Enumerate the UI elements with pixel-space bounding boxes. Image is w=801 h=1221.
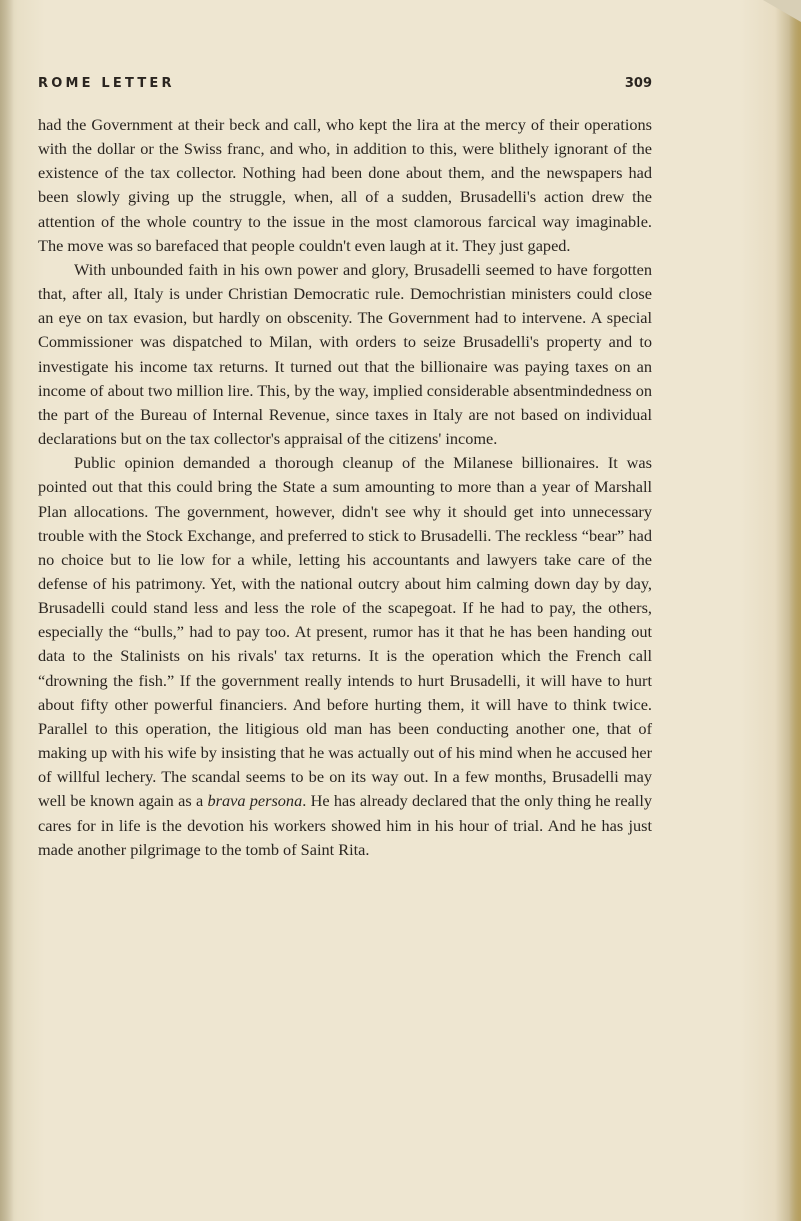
page-edge [789,0,801,1221]
paragraph-3 [38,451,652,862]
corner-fold [763,0,801,22]
paragraph-1: had the Government at their beck and call, who kept the lira at the mercy of their operations with the dollar or the Swiss franc, and who, in addition to this, were blithely ignorant of the existence of the tax collector. Nothing had been done about them, and the newspapers had been slowly giving up the struggle, when, all of a sudden, Brusadelli's action drew the attention of the whole country to the issue in the most clamorous farcical way imaginable. The move was so barefaced that people couldn't even laugh at it. They just gaped. [38,115,652,255]
binding-shadow [0,0,14,1221]
paragraph-3-text-before-italic: Public opinion demanded a thorough cleanup of the Milanese billionaires. It was pointed out that this could bring the State a sum amounting to more than a year of Marshall Plan allocations. The government, however, didn't see why it should get into unnecessary trouble with the Stock Exchange, and preferred to stick to Brusadelli. The reckless “bear” had no choice but to lie low for a while, letting his accountants and lawyers take care of the defense of his patrimony. Yet, with the national outcry about him calming down day by day, Brusadelli could stand less and less the role of the scapegoat. If he had to pay, the others, especially the “bulls,” had to pay too. At present, rumor has it that he has been handing out data to the Stalinists on his rivals' tax returns. It is the operation which the French call “drowning the fish.” If the government really intends to hurt Brusadelli, it will have to hurt about fifty other powerful financiers. And before hurting them, it will have to think twice. Parallel to this operation, the litigious old man has been conducting another one, that of making up with his wife by insisting that he was actually out of his mind when he accused her of willful lechery. The scandal seems to be on its way out. In a few months, Brusadelli may well be known again as a [38,453,652,811]
paragraph-2: With unbounded faith in his own power and glory, Brusadelli seemed to have forgotten that, after all, Italy is under Christian Democratic rule. Demochristian ministers could close an eye on tax evasion, but hardly on obscenity. The Government had to intervene. A special Commissioner was dispatched to Milan, with orders to seize Brusadelli's property and to investigate his income tax returns. It turned out that the billionaire was paying taxes on an income of about two million lire. This, by the way, implied considerable absentmindedness on the part of the Bureau of Internal Revenue, since taxes in Italy are not based on individual declarations but on the tax collector's appraisal of the citizens' income. [38,259,652,449]
paragraph-3-text-after-italic: . He has already declared that the only thing he really cares for in life is the devotion his workers showed him in his hour of trial. And he has just made another pilgrimage to the tomb of Saint Rita. [38,791,652,859]
page-header [38,72,652,102]
body-text [38,113,652,862]
italic-phrase: brava persona [207,791,303,811]
page-number: 309 [624,76,652,91]
running-head: ROME LETTER [38,76,175,91]
